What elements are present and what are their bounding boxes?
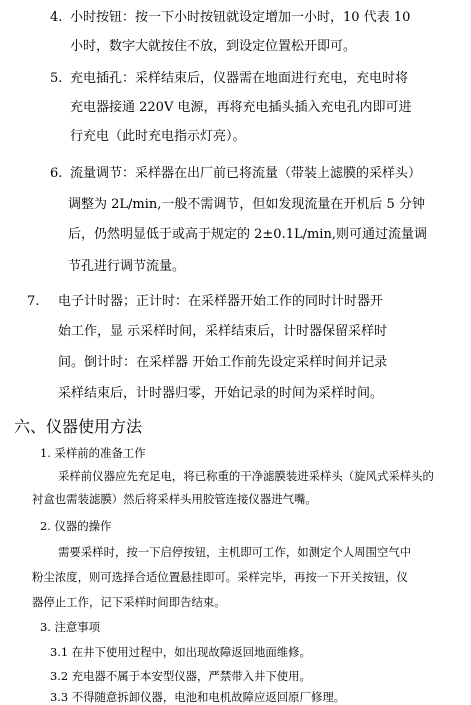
note-3-2: 3.2 充电器不属于本安型仪器，严禁带入井下使用。 — [50, 669, 311, 683]
item-4-line-2: 小时，数字大就按住不放，到设定位置松开即可。 — [70, 39, 357, 54]
item-7-line-2: 始工作，显 示采样时间，采样结束后，计时器保留采样时 — [58, 324, 388, 339]
item-4-line-1: 小时按钮：按一下小时按钮就设定增加一小时，10 代表 10 — [70, 10, 411, 25]
item-6-line-2: 调整为 2L/min,一般不需调节，但如发现流量在开机后 5 分钟 — [68, 197, 425, 212]
sub-2-line-2: 粉尘浓度，则可选择合适位置悬挂即可。采样完毕，再按一下开关按钮，仪 — [32, 570, 408, 584]
item-5-line-3: 行充电（此时充电指示灯亮）。 — [70, 129, 246, 144]
sub-2-line-1: 需要采样时，按一下启停按钮，主机即可工作，如测定个人周围空气中 — [58, 545, 412, 559]
sub-3-title: 3. 注意事项 — [40, 620, 101, 634]
sub-2-line-3: 器停止工作，记下采样时间即告结束。 — [32, 595, 226, 609]
section-title: 六、仪器使用方法 — [14, 417, 143, 436]
item-4-number: 4. — [50, 10, 63, 25]
item-5-line-2: 充电器接通 220V 电源，再将充电插头插入充电孔内即可进 — [70, 100, 412, 115]
item-6-line-4: 节孔进行调节流量。 — [68, 259, 186, 274]
item-6-line-3: 后，仍然明显低于或高于规定的 2±0.1L/min,则可通过流量调 — [68, 227, 427, 242]
sub-2-title: 2. 仪器的操作 — [40, 519, 112, 533]
sub-1-line-1: 采样前仪器应先充足电，将已称重的干净滤膜装进采样头（旋风式采样头的 — [58, 469, 434, 483]
item-5-line-1: 充电插孔：采样结束后，仪器需在地面进行充电，充电时将 — [70, 71, 409, 86]
item-6-line-1: 流量调节：采样器在出厂前已将流量（带装上滤膜的采样头） — [70, 166, 422, 181]
item-7-line-1: 电子计时器；正计时：在采样器开始工作的同时计时器开 — [58, 294, 384, 309]
item-7-number: 7. — [27, 294, 40, 309]
item-7-line-4: 采样结束后，计时器归零，开始记录的时间为采样时间。 — [58, 386, 384, 401]
item-7-line-3: 间。倒计时：在采样器 开始工作前先设定采样时间并记录 — [58, 355, 388, 370]
note-3-1: 3.1 在井下使用过程中，如出现故障返回地面维修。 — [50, 645, 311, 659]
item-6-number: 6. — [50, 166, 63, 181]
note-3-3: 3.3 不得随意拆卸仪器，电池和电机故障应返回原厂修理。 — [50, 690, 346, 704]
item-5-number: 5. — [50, 71, 63, 86]
sub-1-line-2: 衬盒也需装滤膜）然后将采样头用胶管连接仪器进气嘴。 — [32, 492, 317, 506]
sub-1-title: 1. 采样前的准备工作 — [40, 446, 146, 460]
